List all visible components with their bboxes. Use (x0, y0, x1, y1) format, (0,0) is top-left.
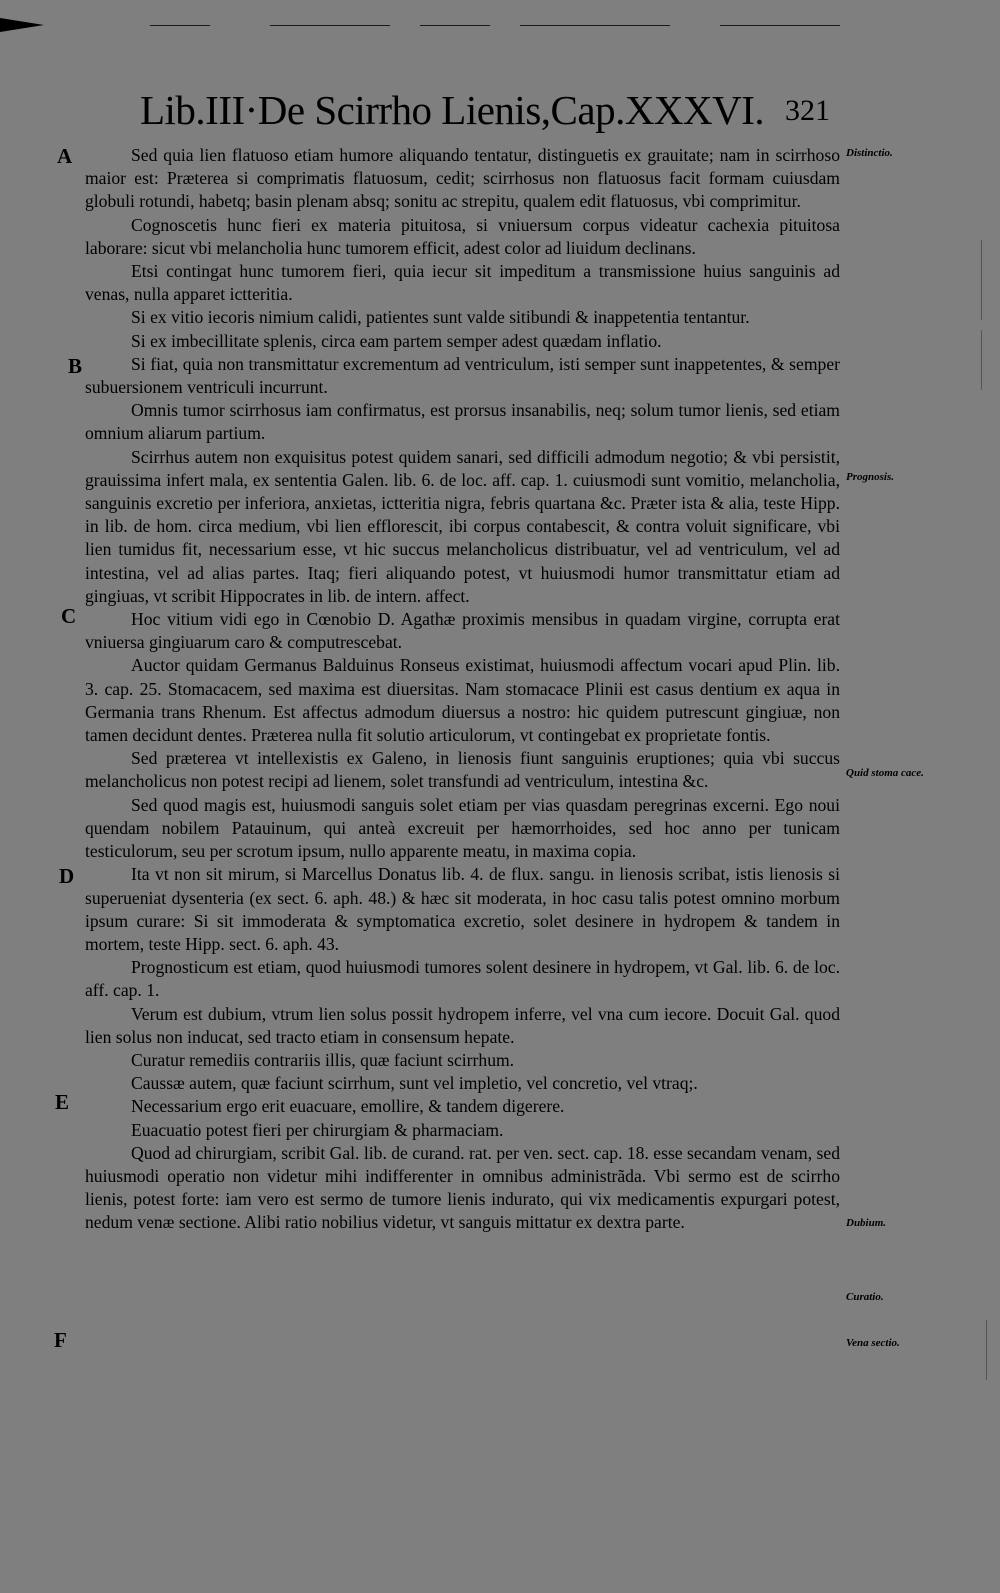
paragraph: Sed præterea vt intellexistis ex Galeno, in lienosis fiunt sanguinis eruptiones; quia vbi succus melancholicus non potest recipi ad lienem, solet transfundi ad ventriculum, intestina &c. (85, 748, 840, 792)
page-number: 321 (785, 94, 830, 127)
rule-segment (150, 25, 210, 26)
section-letter-a: A (57, 144, 73, 168)
paragraph: Caussæ autem, quæ faciunt scirrhum, sunt vel impletio, vel concretio, vel vtraq;. (131, 1073, 698, 1094)
edge-mark (986, 1320, 987, 1380)
paragraph: Curatur remediis contrariis illis, quæ faciunt scirrhum. (131, 1049, 515, 1070)
paragraph: Cognoscetis hunc fieri ex materia pituitosa, si vniuersum corpus videatur cachexia pituitosa laborare: sicut vbi melancholia hunc tumorem efficit, adest color ad liuidum declinans. (85, 214, 840, 258)
margin-note: Vena sectio. (846, 1337, 900, 1349)
paragraph: Hoc vitium vidi ego in Cœnobio D. Agathæ proximis mensibus in quadam virgine, corrupta erat vniuersa gingiuarum caro & computrescebat. (85, 609, 840, 653)
paragraph: Si fiat, quia non transmittatur excrementum ad ventriculum, isti semper sunt inappetentes, & semper subuersionem ventriculi incurrunt. (85, 353, 840, 398)
paragraph: Sed quia lien flatuoso etiam humore aliquando tentatur, distinguetis ex grauitate; nam in scirrhoso maior est: Præterea si comprimatis flatuosum, cedit; scirrhosus non flatuosus facit formam cuiusdam globuli rotundi, habetq; basin plenam absq; sonitu ac strepitu, qualem edit flatuosus, vbi comprimitur. (85, 145, 840, 212)
section-letter-c: C (61, 604, 77, 628)
paragraph: Auctor quidam Germanus Balduinus Ronseus existimat, huiusmodi affectum vocari apud Plin. lib. 3. cap. 25. Stomacacem, sed maxima est diuersitas. Nam stomacace Plinii est casus dentium ex aqua in Germania trans Rhenum. Est affectus admodum diuersus a nostro: hic quidem putrescunt gingiuæ, non tamen decidunt dentes. Præterea nulla fit solutio articulorum, vt contingebat ex proprietate fontis. (85, 655, 840, 746)
page-header (140, 86, 830, 136)
paragraph: Etsi contingat hunc tumorem fieri, quia iecur sit impeditum a transmissione huius sanguinis ad venas, nulla apparet ictteritia. (85, 261, 840, 305)
paragraph: Quod ad chirurgiam, scribit Gal. lib. de curand. rat. per ven. sect. cap. 18. esse secandam venam, sed huiusmodi operatio non videtur mihi indifferenter in omnibus administrãda. Vbi sermo est de scirrho lienis, potest forte: iam vero est sermo de tumore lienis indurato, qui vix medicamentis expurgari potest, nedum venæ sectione. Alibi ratio nobilius videtur, vt sanguis mittatur ex dextra parte. (85, 1142, 840, 1233)
margin-note: Distinctio. (846, 147, 893, 159)
margin-note: Curatio. (846, 1291, 884, 1303)
paragraph: Ita vt non sit mirum, si Marcellus Donatus lib. 4. de flux. sangu. in lienosis scribat, istis lienosis si superueniat dysenteria (ex sect. 6. aph. 48.) & hæc sit moderata, in hoc casu talis potest omnino morbum ipsum curare: Si sit immoderata & symptomatica excretio, solet desinere in hydropem & tandem in mortem, teste Hipp. sect. 6. aph. 43. (85, 864, 840, 954)
paragraph: Si ex vitio iecoris nimium calidi, patientes sunt valde sitibundi & inappetentia tentantur. (131, 307, 750, 328)
page-title: Lib.III·De Scirrho Lienis,Cap.XXXVI. (140, 87, 765, 133)
edge-mark (981, 240, 982, 320)
paragraph: Necessarium ergo erit euacuare, emollire, & tandem digerere. (131, 1096, 565, 1117)
section-letter-d: D (59, 864, 75, 888)
margin-note: Quid stoma cace. (846, 767, 924, 779)
paragraph: Si ex imbecillitate splenis, circa eam partem semper adest quædam inflatio. (131, 330, 662, 351)
rule-segment (520, 25, 670, 26)
paragraph: Scirrhus autem non exquisitus potest quidem sanari, sed difficili admodum negotio; & vbi persistit, grauissima infert mala, ex sententia Galen. lib. 6. de loc. aff. cap. 1. cuiusmodi sunt vomitio, melancholia, sanguinis excretio per inferiora, anxietas, ictteritia nigra, febris quartana &c. Præter ista & alia, teste Hipp. in lib. de hom. circa medium, vbi lien efflorescit, ibi corpus contabescit, & contra voluit significare, vbi lien tumidus fit, necessarium esse, vt hic succus melancholicus distribuatur, vel ad ventriculum, vel ad intestina, vel ad alias partes. Itaq; fieri aliquando potest, vt huiusmodi humor transmittatur etiam ad gingiuas, vt scribit Hippocrates in lib. de intern. affect. (85, 446, 840, 606)
rule-segment (720, 25, 840, 26)
section-letter-f: F (54, 1328, 67, 1352)
paragraph: Prognosticum est etiam, quod huiusmodi tumores solent desinere in hydropem, vt Gal. lib. 6. de loc. aff. cap. 1. (85, 957, 840, 1001)
margin-note: Dubium. (846, 1217, 887, 1229)
margin-note: Prognosis. (846, 471, 894, 483)
rule-segment (420, 25, 490, 26)
paragraph: Euacuatio potest fieri per chirurgiam & pharmaciam. (131, 1119, 504, 1140)
paragraph: Sed quod magis est, huiusmodi sanguis solet etiam per vias quasdam peregrinas excerni. Ego noui quendam nobilem Patauinum, qui anteà excreuit per hæmorrhoides, sed hoc anno per tunicam testiculorum, seu per scrotum ipsum, nullo apparente meatu, in maxima copia. (85, 794, 840, 862)
body-text (85, 144, 840, 1235)
rule-segment (270, 25, 390, 26)
section-letter-e: E (55, 1090, 70, 1114)
edge-mark (981, 330, 982, 390)
top-rule (0, 12, 1000, 22)
section-letter-b: B (68, 354, 83, 378)
pointer-arrow-icon (0, 18, 44, 32)
paragraph: Verum est dubium, vtrum lien solus possit hydropem inferre, vel vna cum iecore. Docuit Gal. quod lien solus non inducat, sed tracto etiam in consensum hepate. (85, 1003, 840, 1047)
paragraph: Omnis tumor scirrhosus iam confirmatus, est prorsus insanabilis, neq; solum tumor lienis, sed etiam omnium aliarum partium. (85, 400, 840, 444)
